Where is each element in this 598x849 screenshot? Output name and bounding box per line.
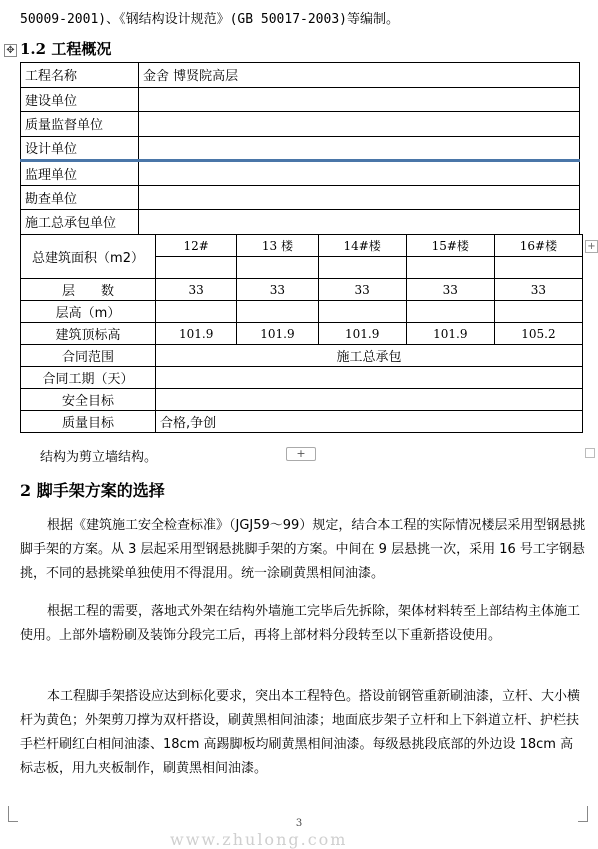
- table-resize-icon[interactable]: +: [585, 240, 598, 253]
- height-cell[interactable]: [406, 301, 494, 323]
- top-elevation-cell[interactable]: 101.9: [406, 323, 494, 345]
- owner-label: 建设单位: [21, 87, 139, 112]
- table-row: [21, 235, 583, 257]
- area-cell[interactable]: [237, 257, 318, 279]
- table-row: [21, 345, 583, 367]
- quality-supervision-value[interactable]: [139, 112, 580, 137]
- table-row: [21, 185, 580, 210]
- building-header: 15#楼: [406, 235, 494, 257]
- body-paragraph: 根据《建筑施工安全检查标准》（JGJ59～99）规定，结合本工程的实际情况楼层采用型钢悬挑脚手架的方案。从 3 层起采用型钢悬挑脚手架的方案。中间在 9 层悬挑一次，采用 16 号工字钢悬挑，不同的悬挑梁单独使用不得混用。统一涂刷黄黑相间油漆。: [20, 518, 586, 581]
- contract-period-value[interactable]: [156, 367, 583, 389]
- area-cell[interactable]: [494, 257, 582, 279]
- table-row: [21, 279, 583, 301]
- table-row: [21, 136, 580, 161]
- body-paragraph: 本工程脚手架搭设应达到标化要求，突出本工程特色。搭设前钢管重新刷油漆，立杆、大小横杆为黄色；外架剪刀撑为双杆搭设，刷黄黑相间油漆；地面底步架子立杆和上下斜道立杆、护栏扶手栏杆刷红白相间油漆、18cm 高踢脚板均刷黄黑相间油漆。每级悬挑段底部的外边设 18cm 高标志板，用九夹板制作，刷黄黑相间油漆。: [20, 689, 581, 776]
- table-row: [21, 301, 583, 323]
- table-row: [21, 323, 583, 345]
- building-info-table: [20, 234, 583, 433]
- table-row: [21, 161, 580, 186]
- height-cell[interactable]: [318, 301, 406, 323]
- quality-supervision-label: 质量监督单位: [21, 112, 139, 137]
- survey-unit-value[interactable]: [139, 185, 580, 210]
- top-elevation-cell[interactable]: 101.9: [156, 323, 237, 345]
- table-row: [21, 63, 580, 88]
- building-header: 13 楼: [237, 235, 318, 257]
- building-header: 14#楼: [318, 235, 406, 257]
- table-row: [21, 367, 583, 389]
- safety-target-value[interactable]: [156, 389, 583, 411]
- design-unit-label: 设计单位: [21, 136, 139, 161]
- table-row: [21, 87, 580, 112]
- floors-cell[interactable]: 33: [156, 279, 237, 301]
- watermark: www.zhulong.com: [170, 830, 348, 849]
- general-contractor-value[interactable]: [139, 210, 580, 235]
- chapter-heading: 2 脚手架方案的选择: [20, 481, 165, 500]
- add-row-button[interactable]: +: [286, 447, 316, 461]
- supervision-unit-value[interactable]: [139, 161, 580, 186]
- height-cell[interactable]: [494, 301, 582, 323]
- contract-scope-value[interactable]: 施工总承包: [156, 345, 583, 367]
- design-unit-value[interactable]: [139, 136, 580, 161]
- body-paragraph: 根据工程的需要，落地式外架在结构外墙施工完毕后先拆除，架体材料转至上部结构主体施工使用。上部外墙粉刷及装饰分段完工后，再将上部材料分段转至以下重新搭设使用。: [20, 604, 581, 643]
- height-cell[interactable]: [237, 301, 318, 323]
- total-area-label: 总建筑面积（m2）: [21, 235, 156, 279]
- area-cell[interactable]: [318, 257, 406, 279]
- floors-cell[interactable]: 33: [237, 279, 318, 301]
- table-row: [21, 411, 583, 433]
- contract-scope-label: 合同范围: [21, 345, 156, 367]
- building-header: 12#: [156, 235, 237, 257]
- height-cell[interactable]: [156, 301, 237, 323]
- table-end-marker-icon: [585, 448, 595, 458]
- project-name-value[interactable]: 金舍 博贤院高层: [139, 63, 580, 88]
- previous-text-line: 50009-2001)、《钢结构设计规范》(GB 50017-2003)等编制。: [20, 12, 399, 27]
- floors-label: 层 数: [21, 279, 156, 301]
- project-info-table: [20, 62, 580, 235]
- floors-cell[interactable]: 33: [494, 279, 582, 301]
- section-heading: 1.2 工程概况: [20, 40, 112, 58]
- area-cell[interactable]: [156, 257, 237, 279]
- table-move-handle-icon[interactable]: ✥: [4, 44, 17, 57]
- project-name-label: 工程名称: [21, 63, 139, 88]
- table-row: [21, 210, 580, 235]
- contract-period-label: 合同工期（天）: [21, 367, 156, 389]
- structure-note: 结构为剪立墙结构。: [40, 450, 158, 465]
- safety-target-label: 安全目标: [21, 389, 156, 411]
- quality-target-label: 质量目标: [21, 411, 156, 433]
- top-elevation-cell[interactable]: 101.9: [237, 323, 318, 345]
- floors-cell[interactable]: 33: [406, 279, 494, 301]
- top-elevation-label: 建筑顶标高: [21, 323, 156, 345]
- floors-cell[interactable]: 33: [318, 279, 406, 301]
- survey-unit-label: 勘查单位: [21, 185, 139, 210]
- supervision-unit-label: 监理单位: [21, 161, 139, 186]
- area-cell[interactable]: [406, 257, 494, 279]
- table-row: [21, 112, 580, 137]
- top-elevation-cell[interactable]: 105.2: [494, 323, 582, 345]
- owner-value[interactable]: [139, 87, 580, 112]
- general-contractor-label: 施工总承包单位: [21, 210, 139, 235]
- table-row: [21, 389, 583, 411]
- quality-target-value[interactable]: 合格,争创: [156, 411, 583, 433]
- top-elevation-cell[interactable]: 101.9: [318, 323, 406, 345]
- building-header: 16#楼: [494, 235, 582, 257]
- floor-height-label: 层高（m）: [21, 301, 156, 323]
- page-number: 3: [295, 818, 303, 829]
